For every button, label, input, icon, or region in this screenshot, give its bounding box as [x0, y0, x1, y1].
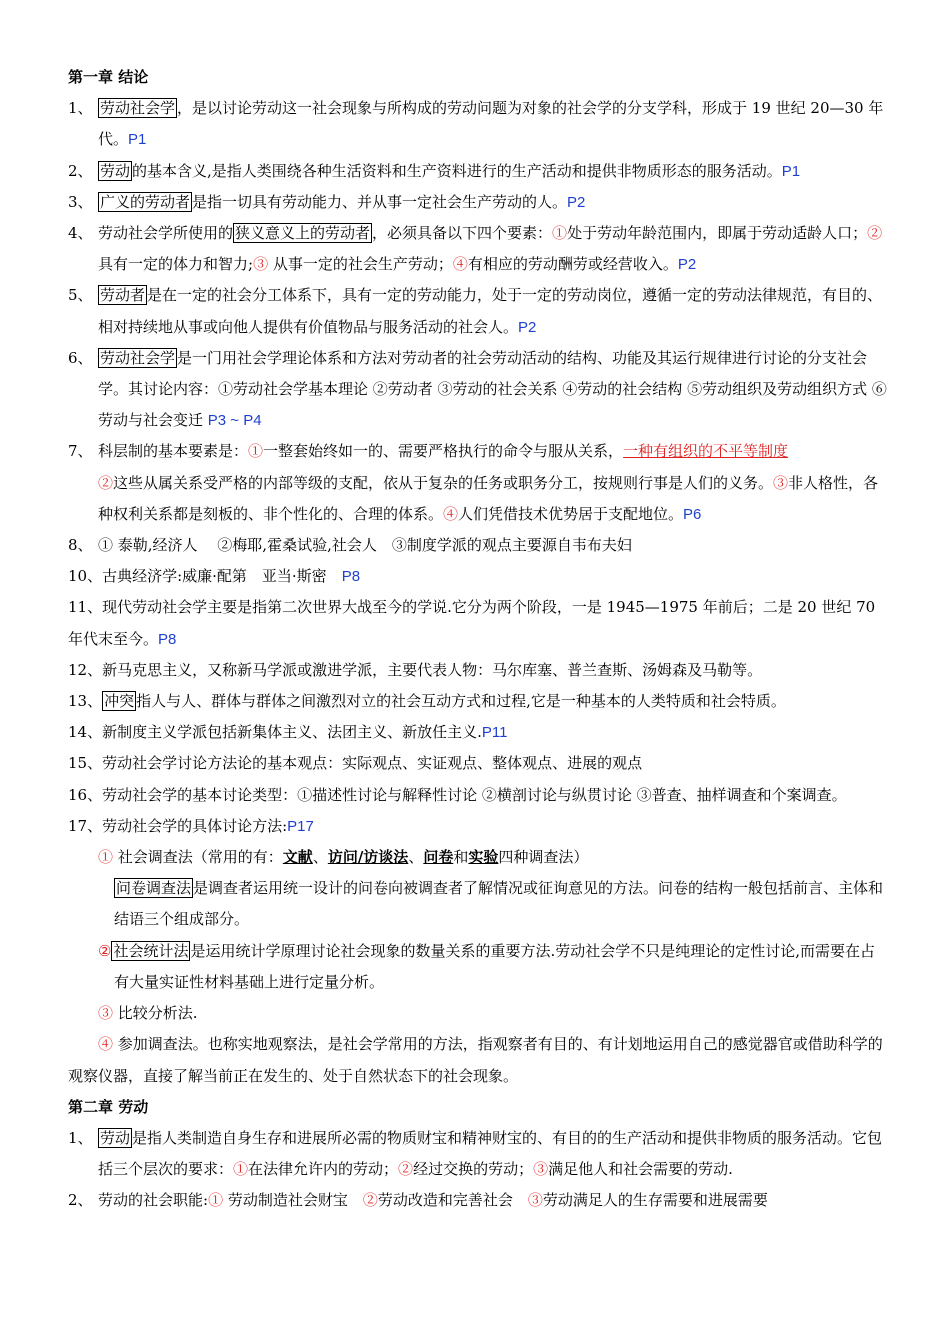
method-item: ① 社会调查法（常用的有：文献、访问/访谈法、问卷和实验四种调查法） — [98, 848, 589, 867]
term: 问卷调查法 — [116, 879, 192, 898]
page-ref: P6 — [683, 505, 702, 523]
term: 广义的劳动者 — [100, 192, 191, 211]
page-ref: P8 — [341, 568, 361, 586]
highlighted-phrase: 一种有组织的不平等制度 — [623, 442, 789, 461]
list-item: 15、劳动社会学讨论方法论的基本观点：实际观点、实证观点、整体观点、进展的观点 — [68, 754, 643, 773]
page-ref: P8 — [158, 630, 177, 648]
list-item: 11、现代劳动社会学主要是指第二次世界大战至今的学说.它分为两个阶段，一是 1945—1975 年前后；二是 20 世纪 70 年代末至今。P8 — [68, 598, 876, 648]
list-item: 8、 ① 泰勒,经济人 ②梅耶,霍桑试验,社会人 ③制度学派的观点主要源自韦布夫妇 — [68, 536, 632, 555]
method-item: ③ 比较分析法. — [98, 1004, 198, 1023]
term: 冲突 — [104, 692, 135, 711]
term: 劳动 — [100, 1128, 131, 1147]
list-item: 14、新制度主义学派包括新集体主义、法团主义、新放任主义.P11 — [68, 723, 508, 742]
list-item: 12、新马克思主义，又称新马学派或激进学派，主要代表人物：马尔库塞、普兰查斯、汤姆森及马勒等。 — [68, 660, 763, 679]
list-item: 7、 科层制的基本要素是：①一整套始终如一的、需要严格执行的命令与服从关系，一种有组织的不平等制度 ②这些从属关系受严格的内部等级的支配，依从于复杂的任务或职务分工，按规则行事是人们的义务。③非人格性，各种权利关系都是刻板的、非个性化的、合理的体系。④人们凭借技术优势居于支配地位。P6 — [68, 442, 879, 523]
page-ref: P3 ~ P4 — [207, 412, 262, 430]
list-item: 2、 劳动的社会职能:① 劳动制造社会财宝 ②劳动改造和完善社会 ③劳动满足人的生存需要和进展需要 — [68, 1191, 768, 1210]
term: 社会统计法 — [113, 941, 189, 960]
chapter-1-title: 第一章 结论 — [68, 68, 149, 86]
document-page — [68, 62, 888, 1217]
list-item: 1、 劳动 是指人类制造自身生存和进展所必需的物质财宝和精神财宝的、有目的的生产活动和提供非物质的服务活动。它包括三个层次的要求：①在法律允许内的劳动；②经过交换的劳动；③满足他人和社会需要的劳动. — [68, 1128, 883, 1179]
method-item: ② 社会统计法 是运用统计学原理讨论社会现象的数量关系的重要方法.劳动社会学不只是纯理论的定性讨论,而需要在占有大量实证性材料基础上进行定量分析。 — [98, 941, 876, 991]
page-ref: P2 — [518, 318, 537, 336]
list-item: 2、 劳动 的基本含义,是指人类围绕各种生活资料和生产资料进行的生产活动和提供非物质形态的服务活动。P1 — [68, 161, 801, 180]
term: 狭义意义上的劳动者 — [235, 224, 371, 243]
page-ref: P17 — [287, 817, 314, 835]
term: 劳动社会学 — [100, 348, 176, 367]
list-item: 1、 劳动社会学 ，是以讨论劳动这一社会现象与所构成的劳动问题为对象的社会学的分支学科，形成于 19 世纪 20—30 年代。P1 — [68, 99, 884, 149]
term: 劳动社会学 — [100, 99, 176, 118]
page-ref: P11 — [481, 724, 508, 742]
page-ref: P2 — [677, 256, 697, 274]
list-item: 4、 劳动社会学所使用的 狭义意义上的劳动者 ，必须具备以下四个要素：①处于劳动年龄范围内，即属于劳动适龄人口；②具有一定的体力和智力;③ 从事一定的社会生产劳动；④有相应的劳动酬劳或经营收入。P2 — [68, 224, 883, 274]
list-item: 6、 劳动社会学 是一门用社会学理论体系和方法对劳动者的社会劳动活动的结构、功能及其运行规律进行讨论的分支社会学。其讨论内容：①劳动社会学基本理论 ②劳动者 ③劳动的社会关系 ④劳动的社会结构 ⑤劳动组织及劳动组织方式 ⑥劳动与社会变迁 P3 ~ P4 — [68, 348, 887, 430]
list-item: 16、劳动社会学的基本讨论类型：①描述性讨论与解释性讨论 ②横剖讨论与纵贯讨论 ③普查、抽样调查和个案调查。 — [68, 785, 847, 804]
page-ref: P2 — [567, 193, 586, 211]
list-item: 3、 广义的劳动者 是指一切具有劳动能力、并从事一定社会生产劳动的人。P2 — [68, 192, 586, 211]
list-item: 5、 劳动者 是在一定的社会分工体系下，具有一定的劳动能力，处于一定的劳动岗位，遵循一定的劳动法律规范，有目的、相对持续地从事或向他人提供有价值物品与服务活动的社会人。P2 — [68, 286, 883, 336]
page-ref: P1 — [128, 131, 147, 149]
page-ref: P1 — [781, 162, 801, 180]
method-detail: 问卷调查法 是调查者运用统一设计的问卷向被调查者了解情况或征询意见的方法。问卷的结构一般包括前言、主体和结语三个组成部分。 — [114, 879, 884, 929]
chapter-2-title: 第二章 劳动 — [68, 1097, 149, 1116]
list-item: 10、古典经济学:威廉·配第 亚当·斯密 P8 — [68, 567, 361, 586]
list-item: 17、劳动社会学的具体讨论方法:P17 — [68, 816, 314, 835]
term: 劳动 — [100, 161, 131, 180]
term: 劳动者 — [100, 286, 146, 305]
list-item: 13、 冲突 指人与人、群体与群体之间激烈对立的社会互动方式和过程,它是一种基本的人类特质和社会特质。 — [68, 692, 786, 711]
method-item: ④ 参加调查法。也称实地观察法，是社会学常用的方法，指观察者有目的、有计划地运用自己的感觉器官或借助科学的观察仪器，直接了解当前正在发生的、处于自然状态下的社会现象。 — [68, 1035, 883, 1085]
